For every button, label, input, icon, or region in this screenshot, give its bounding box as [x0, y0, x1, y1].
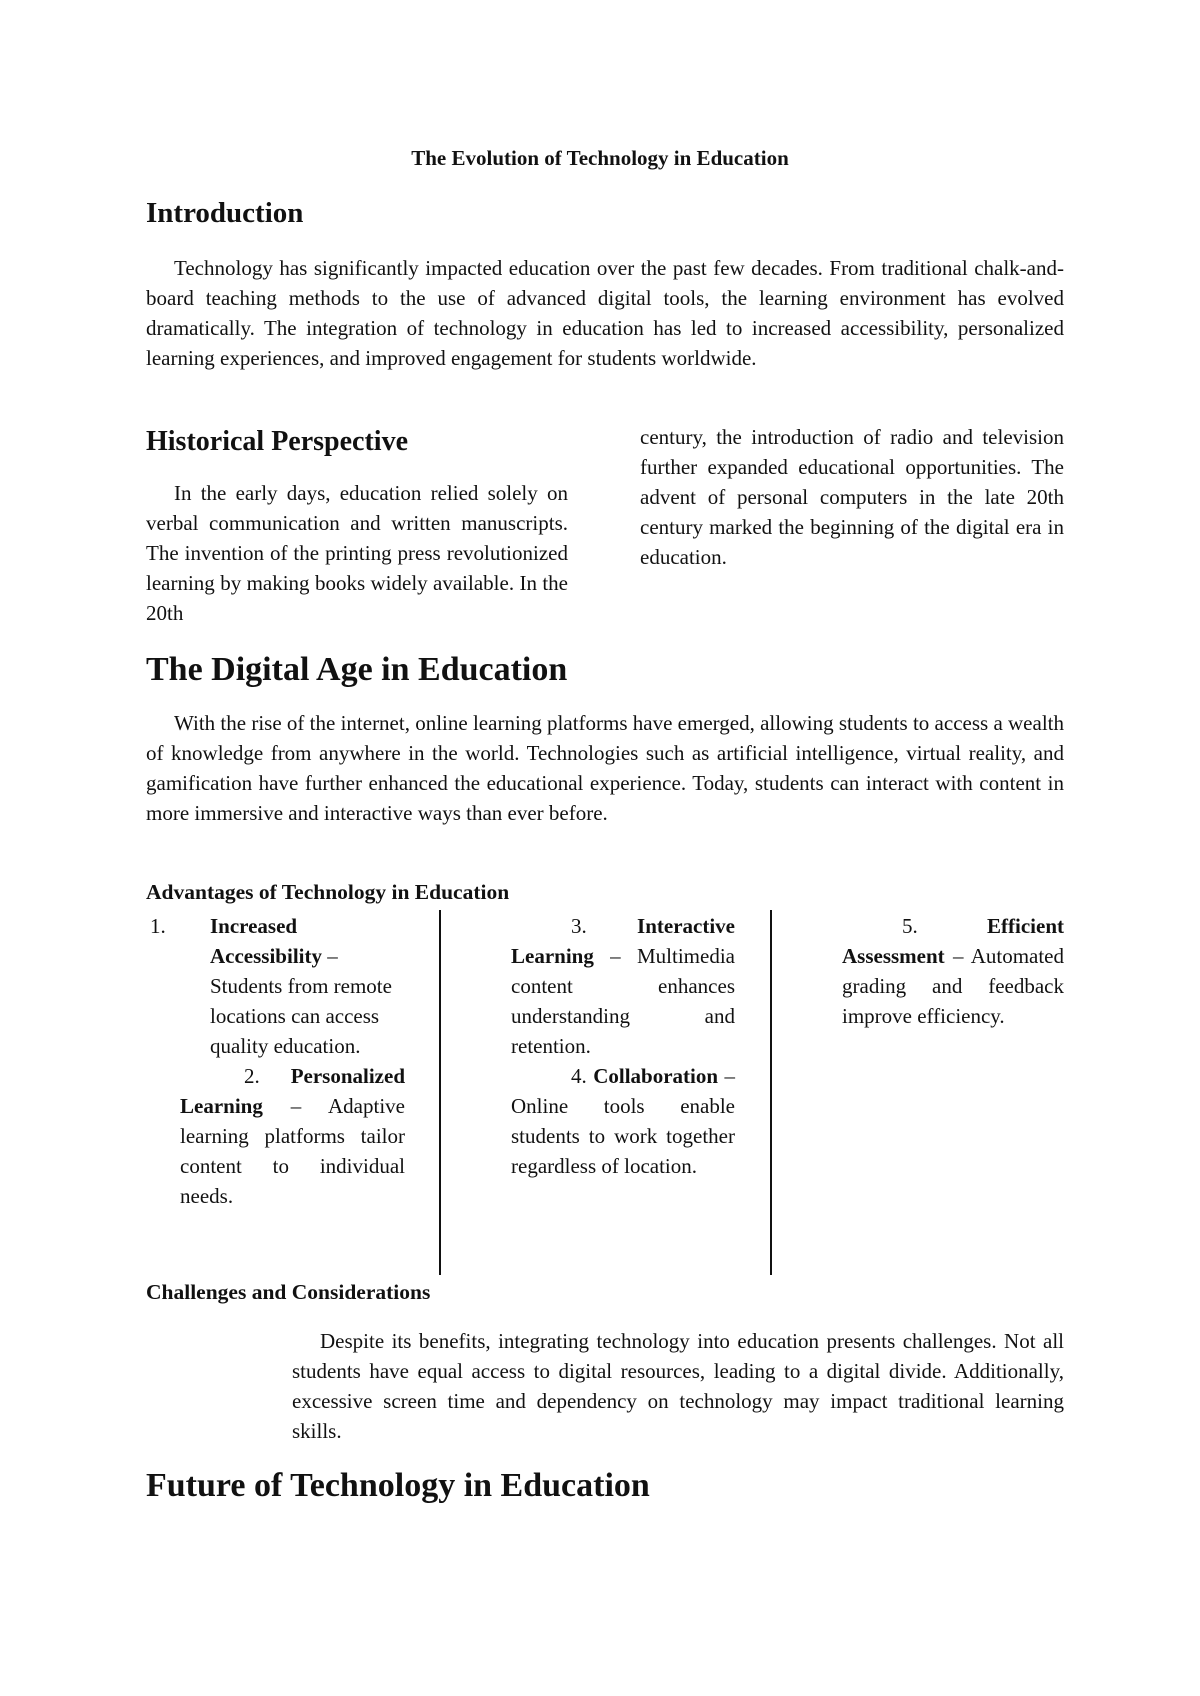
- advantage-title: Efficient Assessment: [842, 914, 1064, 968]
- advantage-item: 1. Increased Accessibility – Students from remote locations can access quality education.: [180, 911, 405, 1061]
- advantages-heading: Advantages of Technology in Education: [146, 880, 510, 904]
- advantage-number: 2.: [244, 1064, 260, 1088]
- advantage-number: 1.: [150, 914, 166, 938]
- digital-age-paragraph: With the rise of the internet, online learning platforms have emerged, allowing students to access a wealth of knowledge from anywhere in the world. Technologies such as artificial intelligence, virtual reality, and gamification have further enhanced the educational experience. Today, students can interact with content in more immersive and interactive ways than ever before.: [146, 711, 1064, 825]
- advantage-number: 5.: [902, 914, 918, 938]
- introduction-paragraph: Technology has significantly impacted education over the past few decades. From traditional chalk-and-board teaching methods to the use of advanced digital tools, the learning environment has evolved dramatically. The integration of technology in education has led to increased accessibility, personalized learning experiences, and improved engagement for students worldwide.: [146, 256, 1064, 370]
- historical-paragraph-right: century, the introduction of radio and television further expanded educational opportunities. The advent of personal computers in the late 20th century marked the beginning of the digital era in education.: [640, 425, 1064, 569]
- column-divider-2: [770, 910, 772, 1275]
- advantage-text: Automated grading and feedback improve efficiency.: [842, 944, 1064, 1028]
- advantage-title: Increased Accessibility: [210, 914, 322, 968]
- advantages-column-1: [150, 911, 405, 1211]
- advantage-item: 3. Interactive Learning – Multimedia content enhances understanding and retention.: [511, 911, 735, 1061]
- advantages-column-2: [511, 911, 735, 1181]
- advantage-text: Students from remote locations can access quality education.: [210, 974, 392, 1058]
- historical-paragraph-left: In the early days, education relied solely on verbal communication and written manuscripts. The invention of the printing press revolutionized learning by making books widely available. In the 20th: [146, 481, 568, 625]
- introduction-heading: Introduction: [146, 197, 304, 229]
- challenges-paragraph: Despite its benefits, integrating technology into education presents challenges. Not all students have equal access to digital resources, leading to a digital divide. Additionally, excessive screen time and dependency on technology may impact traditional learning skills.: [292, 1329, 1064, 1443]
- advantage-number: 4.: [571, 1064, 587, 1088]
- future-heading: Future of Technology in Education: [146, 1467, 650, 1504]
- advantage-item: 5. Efficient Assessment – Automated grading and feedback improve efficiency.: [842, 911, 1064, 1031]
- challenges-heading: Challenges and Considerations: [146, 1280, 431, 1304]
- advantages-column-3: [842, 911, 1064, 1031]
- digital-age-heading: The Digital Age in Education: [146, 651, 568, 688]
- advantage-text: Multimedia content enhances understanding and retention.: [511, 944, 735, 1058]
- column-divider-1: [439, 910, 441, 1275]
- advantage-title: Interactive Learning: [511, 914, 735, 968]
- advantage-number: 3.: [571, 914, 587, 938]
- advantage-title: Collaboration: [593, 1064, 719, 1088]
- advantage-item: 4. Collaboration – Online tools enable students to work together regardless of location.: [511, 1061, 735, 1181]
- historical-heading: Historical Perspective: [146, 426, 409, 457]
- advantage-item: 2. Personalized Learning – Adaptive learning platforms tailor content to individual needs.: [180, 1061, 405, 1211]
- advantage-title: Personalized Learning: [180, 1064, 405, 1118]
- document-title: The Evolution of Technology in Education: [411, 146, 789, 170]
- advantage-text: Online tools enable students to work together regardless of location.: [511, 1094, 735, 1178]
- advantage-text: Adaptive learning platforms tailor content to individual needs.: [180, 1094, 405, 1208]
